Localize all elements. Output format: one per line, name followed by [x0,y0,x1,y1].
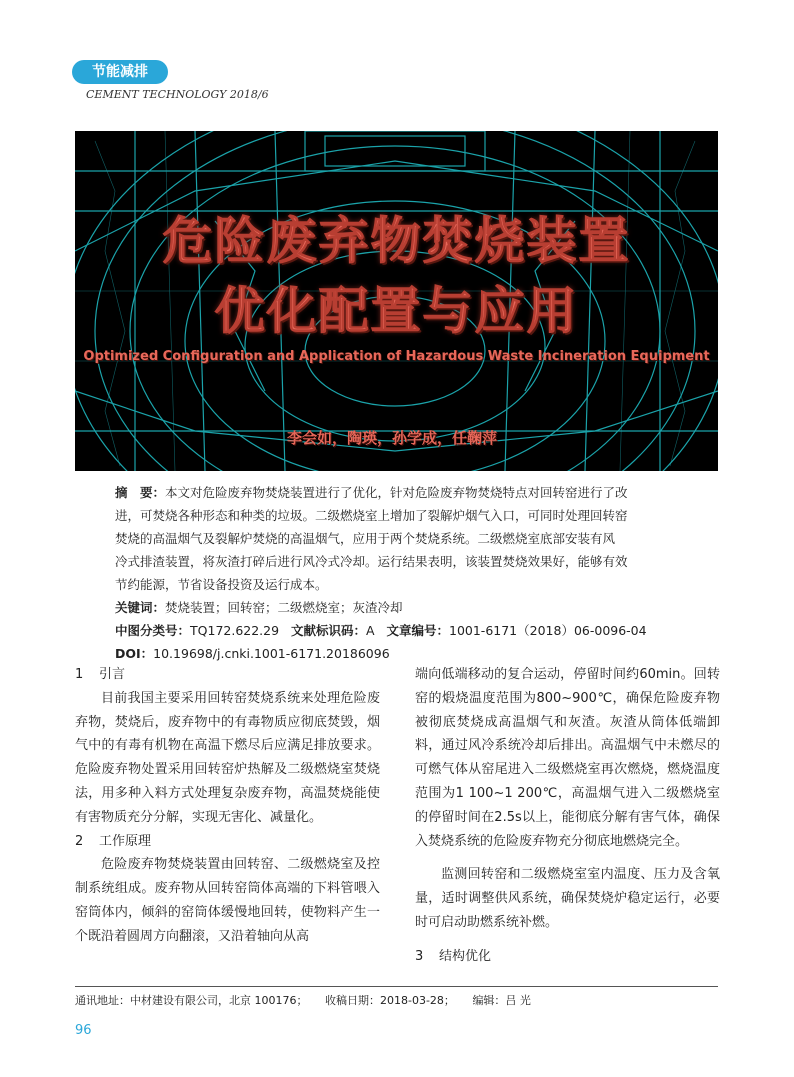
abstract-label: 摘 要： [115,485,166,500]
article-title-line2: 优化配置与应用 [214,282,579,340]
section-number: 2 [75,833,84,849]
hero-banner [75,131,718,471]
left-column [75,663,380,949]
section-title: 结构优化 [439,948,492,964]
section-heading [75,830,380,854]
right-column [415,663,720,969]
doi-line [115,642,695,665]
page-number: 96 [75,1023,92,1038]
keywords-line [115,596,695,619]
abstract-block [115,481,695,665]
section-number: 3 [415,948,424,964]
article-number-label: 文章编号： [386,623,449,638]
article-title-line1: 危险废弃物焚烧装置 [162,212,631,270]
paragraph: 端向低端移动的复合运动，停留时间约60min。回转窑的煅烧温度范围为800~900℃，确保危险废弃物被彻底焚烧成高温烟气和灰渣。灰渣从筒体低端卸料，通过风冷系统冷却后排出。高温烟气中未燃尽的可燃气体从窑尾进入二级燃烧室再次燃烧，燃烧温度范围为1 100~1 200℃，高温烟气进入二级燃烧室的停留时间在2.5s以上，能彻底分解有害气体，确保入焚烧系统的危险废弃物充分彻底地燃烧完全。 [415,667,720,849]
journal-name: CEMENT TECHNOLOGY 2018/6 [86,88,269,101]
abstract-text: 本文对危险废弃物焚烧装置进行了优化，针对危险废弃物焚烧特点对回转窑进行了改 [165,485,628,500]
paragraph: 监测回转窑和二级燃烧室室内温度、压力及含氧量，适时调整供风系统，确保焚烧炉稳定运行，必要时可启动助燃系统补燃。 [415,867,720,930]
authors: 李会如，陶瑛，孙学成，任鞠萍 [287,429,498,447]
abstract-line [115,481,695,504]
abstract-line: 冷式排渣装置，将灰渣打碎后进行风冷式冷却。运行结果表明，该装置焚烧效果好，能够有效 [115,554,628,569]
clc-code: TQ172.622.29 [190,623,280,638]
keywords: 焚烧装置；回转窑；二级燃烧室；灰渣冷却 [165,600,403,615]
section-title: 工作原理 [99,833,152,849]
paragraph: 目前我国主要采用回转窑焚烧系统来处理危险废弃物，焚烧后，废弃物中的有毒物质应彻底焚毁，烟气中的有毒有机物在高温下燃尽后应满足排放要求。危险废弃物处置采用回转窑炉热解及二级燃烧室焚烧法，用多种入料方式处理复杂废弃物，高温焚烧能使有害物质充分分解，实现无害化、减量化。 [75,690,380,825]
footnote [75,992,545,1008]
section-title: 引言 [99,667,126,682]
paragraph: 危险废弃物焚烧装置由回转窑、二级燃烧室及控制系统组成。废弃物从回转窑筒体高端的下料管喂入窑筒体内，倾斜的窑筒体缓慢地回转，使物料产生一个既沿着圆周方向翻滚，又沿着轴向从高 [75,857,380,944]
abstract-line: 焚烧的高温烟气及裂解炉焚烧的高温烟气，应用于两个焚烧系统。二级燃烧室底部安装有风 [115,531,616,546]
footnote-divider [75,986,718,987]
abstract-line: 进，可焚烧各种形态和种类的垃圾。二级燃烧室上增加了裂解炉烟气入口，可同时处理回转窑 [115,508,628,523]
keywords-label: 关键词： [115,600,166,615]
classification-line [115,619,695,642]
section-heading [415,945,720,969]
section-heading [75,663,380,687]
footnote-received: 收稿日期：2018-03-28； [325,994,455,1007]
doc-code: A [366,623,375,638]
article-number: 1001-6171（2018）06-0096-04 [449,623,647,638]
section-number: 1 [75,667,84,682]
section-badge: 节能减排 [72,60,168,84]
doc-code-label: 文献标识码： [290,623,366,638]
clc-label: 中图分类号： [115,623,191,638]
doi-label: DOI： [115,646,154,661]
abstract-line: 节约能源，节省设备投资及运行成本。 [115,577,328,592]
article-title-english: Optimized Configuration and Application of Hazardous Waste Incineration Equipment [83,349,710,364]
footnote-editor: 编辑：吕 光 [472,994,531,1007]
doi: 10.19698/j.cnki.1001-6171.20186096 [153,646,390,661]
footnote-address: 通讯地址：中材建设有限公司，北京 100176； [75,994,308,1007]
